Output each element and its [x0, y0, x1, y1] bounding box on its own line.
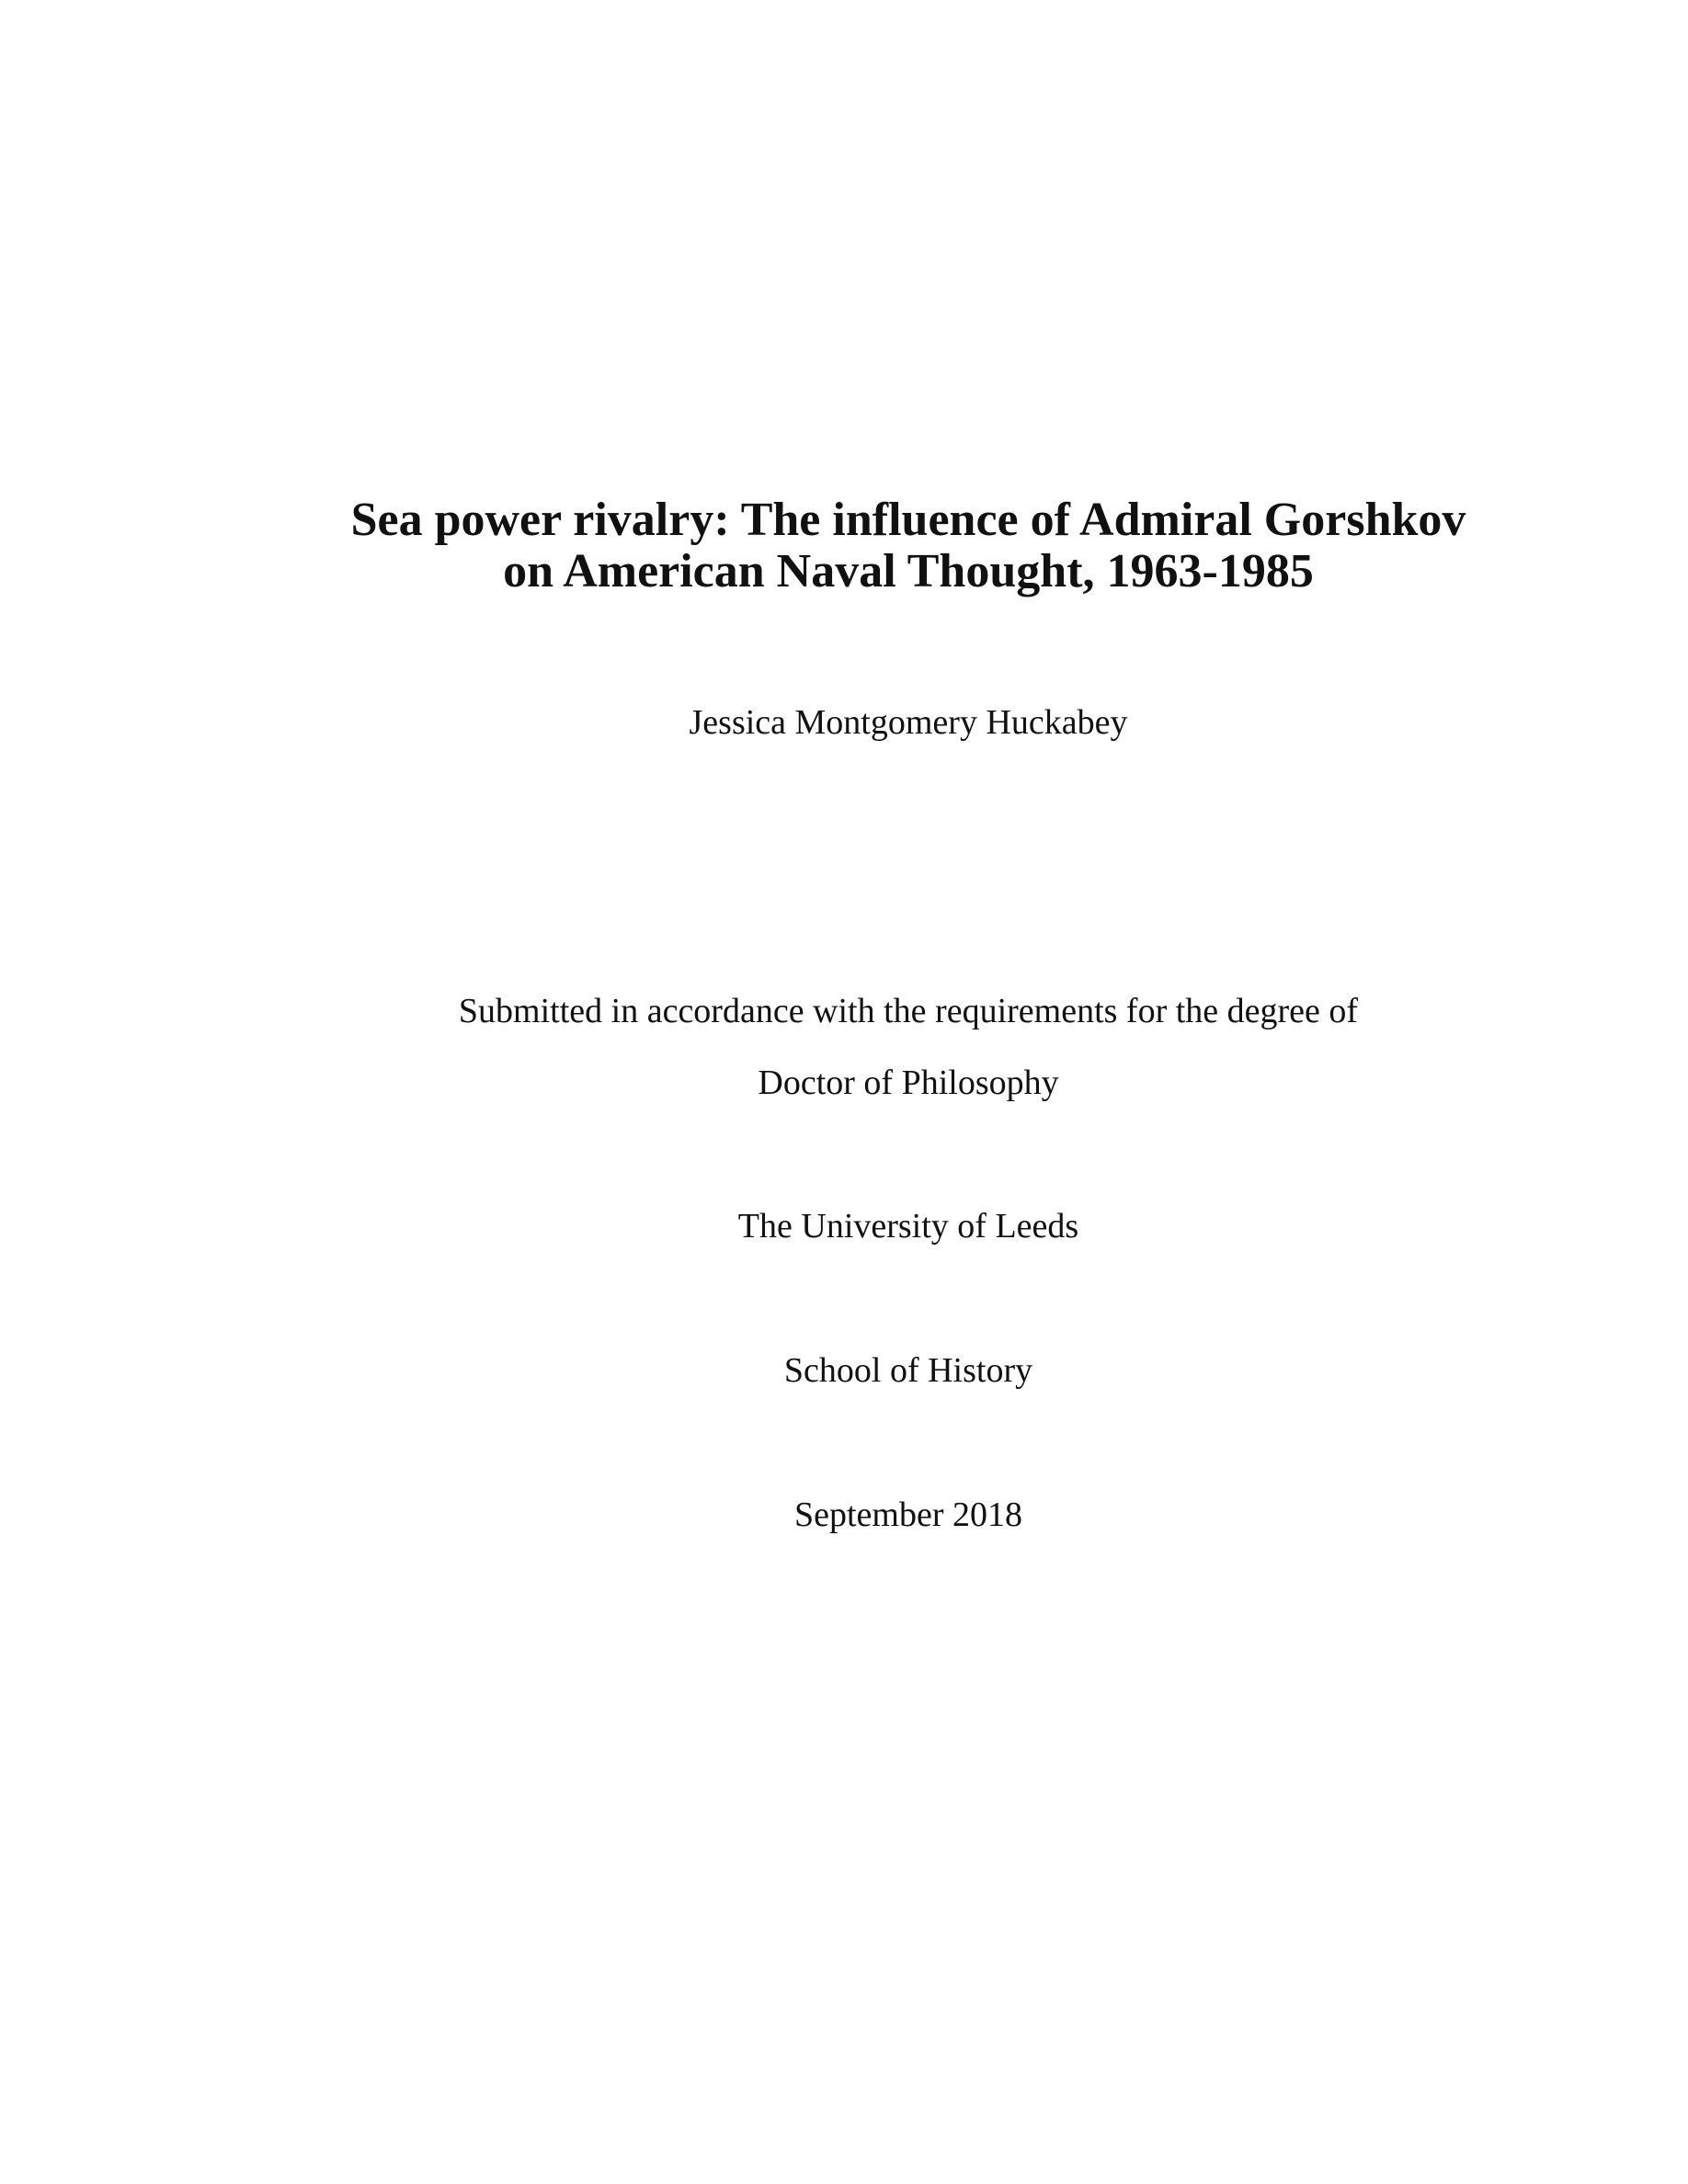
thesis-title-line-2: on American Naval Thought, 1963-1985: [503, 545, 1314, 597]
degree-name: Doctor of Philosophy: [758, 1064, 1059, 1102]
degree-statement: Submitted in accordance with the requirements for the degree of: [458, 992, 1359, 1030]
thesis-title-line-1: Sea power rivalry: The influence of Admiral Gorshkov: [350, 494, 1466, 546]
author-name: Jessica Montgomery Huckabey: [689, 703, 1128, 742]
submission-date: September 2018: [793, 1496, 1022, 1534]
university-name: The University of Leeds: [737, 1207, 1079, 1246]
school-name: School of History: [783, 1351, 1033, 1390]
